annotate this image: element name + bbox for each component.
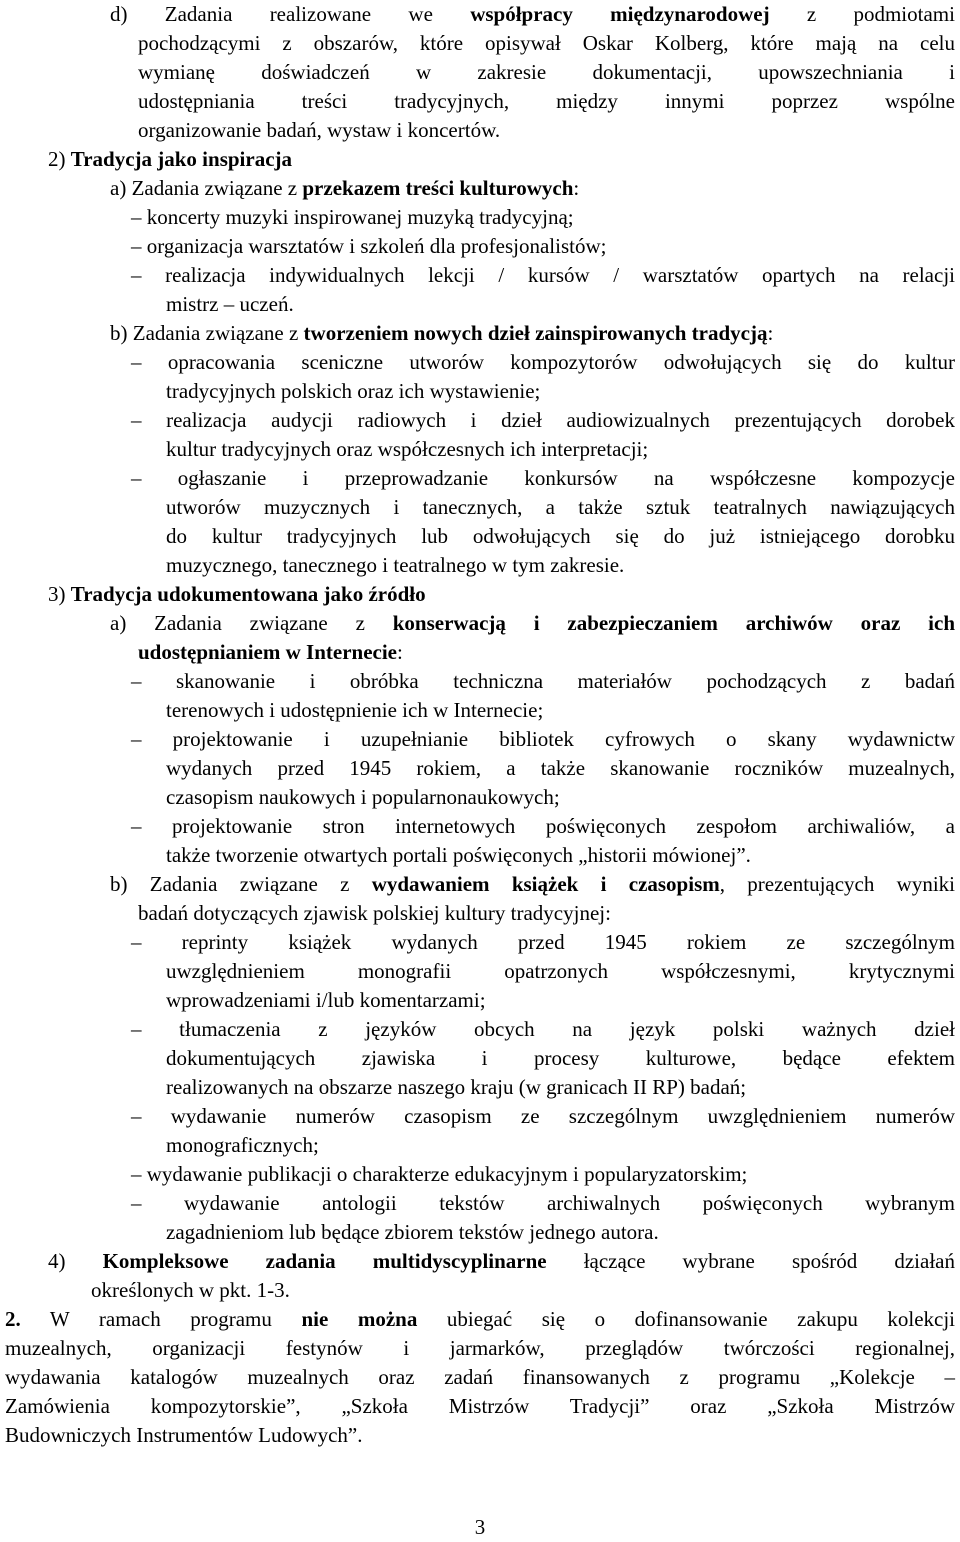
list-item: – opracowania sceniczne utworów kompozytorów odwołujących się do kultur — [131, 350, 955, 374]
list-item-cont: także tworzenie otwartych portali poświęconych „historii mówionej”. — [166, 843, 751, 867]
section-4-cont: określonych w pkt. 1-3. — [91, 1278, 290, 1302]
list-item-cont: terenowych i udostępnienie ich w Internecie; — [166, 698, 544, 722]
paragraph-2-line-4: Zamówienia kompozytorskie”, „Szkoła Mistrzów Tradycji” oraz „Szkoła Mistrzów — [5, 1394, 955, 1418]
list-item-cont: realizowanych na obszarze naszego kraju (w granicach II RP) badań; — [166, 1075, 747, 1099]
list-item: – ogłaszanie i przeprowadzanie konkursów na współczesne kompozycje — [131, 466, 955, 490]
section-3-heading: 3) Tradycja udokumentowana jako źródło — [48, 582, 426, 606]
list-item-cont: kultur tradycyjnych oraz współczesnych ich interpretacji; — [166, 437, 649, 461]
list-item: – wydawanie publikacji o charakterze edukacyjnym i popularyzatorskim; — [131, 1162, 748, 1186]
section-2b-heading: b) Zadania związane z tworzeniem nowych dzieł zainspirowanych tradycją: — [110, 321, 774, 345]
list-item: – realizacja audycji radiowych i dzieł audiowizualnych prezentujących dorobek — [131, 408, 955, 432]
list-item: – reprinty książek wydanych przed 1945 rokiem ze szczególnym — [131, 930, 955, 954]
item-d-line-1: d) Zadania realizowane we współpracy międzynarodowej z podmiotami — [110, 2, 955, 26]
list-item-cont: wprowadzeniami i/lub komentarzami; — [166, 988, 486, 1012]
page-number: 3 — [474, 1515, 486, 1539]
list-item: – wydawanie numerów czasopism ze szczególnym uwzględnieniem numerów — [131, 1104, 955, 1128]
paragraph-2-line-3: wydawania katalogów muzealnych oraz zadań finansowanych z programu „Kolekcje – — [5, 1365, 955, 1389]
list-item: – projektowanie i uzupełnianie bibliotek cyfrowych o skany wydawnictw — [131, 727, 955, 751]
section-4-heading: 4) Kompleksowe zadania multidyscyplinarne łączące wybrane spośród działań — [48, 1249, 955, 1273]
list-item-cont: do kultur tradycyjnych lub odwołujących się do już istniejącego dorobku — [166, 524, 955, 548]
item-d-line-2: pochodzącymi z obszarów, które opisywał Oskar Kolberg, które mają na celu — [138, 31, 955, 55]
list-item-cont: mistrz – uczeń. — [166, 292, 294, 316]
list-item: – skanowanie i obróbka techniczna materiałów pochodzących z badań — [131, 669, 955, 693]
list-item-cont: utworów muzycznych i tanecznych, a także sztuk teatralnych nawiązujących — [166, 495, 955, 519]
paragraph-2-line-2: muzealnych, organizacji festynów i jarmarków, przeglądów twórczości regionalnej, — [5, 1336, 955, 1360]
list-item: – projektowanie stron internetowych poświęconych zespołom archiwaliów, a — [131, 814, 955, 838]
list-item-cont: uwzględnieniem monografii opatrzonych współczesnymi, krytycznymi — [166, 959, 955, 983]
item-d-line-5: organizowanie badań, wystaw i koncertów. — [138, 118, 501, 142]
list-item-cont: zagadnieniom lub będące zbiorem tekstów jednego autora. — [166, 1220, 659, 1244]
item-d-line-4: udostępniania treści tradycyjnych, między innymi poprzez wspólne — [138, 89, 955, 113]
paragraph-2-line-5: Budowniczych Instrumentów Ludowych”. — [5, 1423, 363, 1447]
section-3b-heading-cont: badań dotyczących zjawisk polskiej kultury tradycyjnej: — [138, 901, 611, 925]
item-d-line-3: wymianę doświadczeń w zakresie dokumentacji, upowszechniania i — [138, 60, 955, 84]
list-item-cont: wydanych przed 1945 rokiem, a także skanowanie roczników muzealnych, — [166, 756, 955, 780]
section-3a-heading-cont: udostępnianiem w Internecie: — [138, 640, 403, 664]
list-item-cont: dokumentujących zjawiska i procesy kulturowe, będące efektem — [166, 1046, 955, 1070]
list-item-cont: czasopism naukowych i popularnonaukowych; — [166, 785, 560, 809]
list-item-cont: tradycyjnych polskich oraz ich wystawienie; — [166, 379, 541, 403]
section-2a-heading: a) Zadania związane z przekazem treści kulturowych: — [110, 176, 580, 200]
list-item: – koncerty muzyki inspirowanej muzyką tradycyjną; — [131, 205, 574, 229]
list-item: – realizacja indywidualnych lekcji / kursów / warsztatów opartych na relacji — [131, 263, 955, 287]
list-item: – organizacja warsztatów i szkoleń dla profesjonalistów; — [131, 234, 607, 258]
section-2-heading: 2) Tradycja jako inspiracja — [48, 147, 293, 171]
section-3b-heading: b) Zadania związane z wydawaniem książek i czasopism, prezentujących wyniki — [110, 872, 955, 896]
list-item-cont: monograficznych; — [166, 1133, 319, 1157]
section-3a-heading: a) Zadania związane z konserwacją i zabezpieczaniem archiwów oraz ich — [110, 611, 955, 635]
list-item: – wydawanie antologii tekstów archiwalnych poświęconych wybranym — [131, 1191, 955, 1215]
list-item-cont: muzycznego, tanecznego i teatralnego w tym zakresie. — [166, 553, 625, 577]
list-item: – tłumaczenia z języków obcych na język polski ważnych dzieł — [131, 1017, 955, 1041]
paragraph-2-line-1: 2. W ramach programu nie można ubiegać się o dofinansowanie zakupu kolekcji — [5, 1307, 956, 1331]
